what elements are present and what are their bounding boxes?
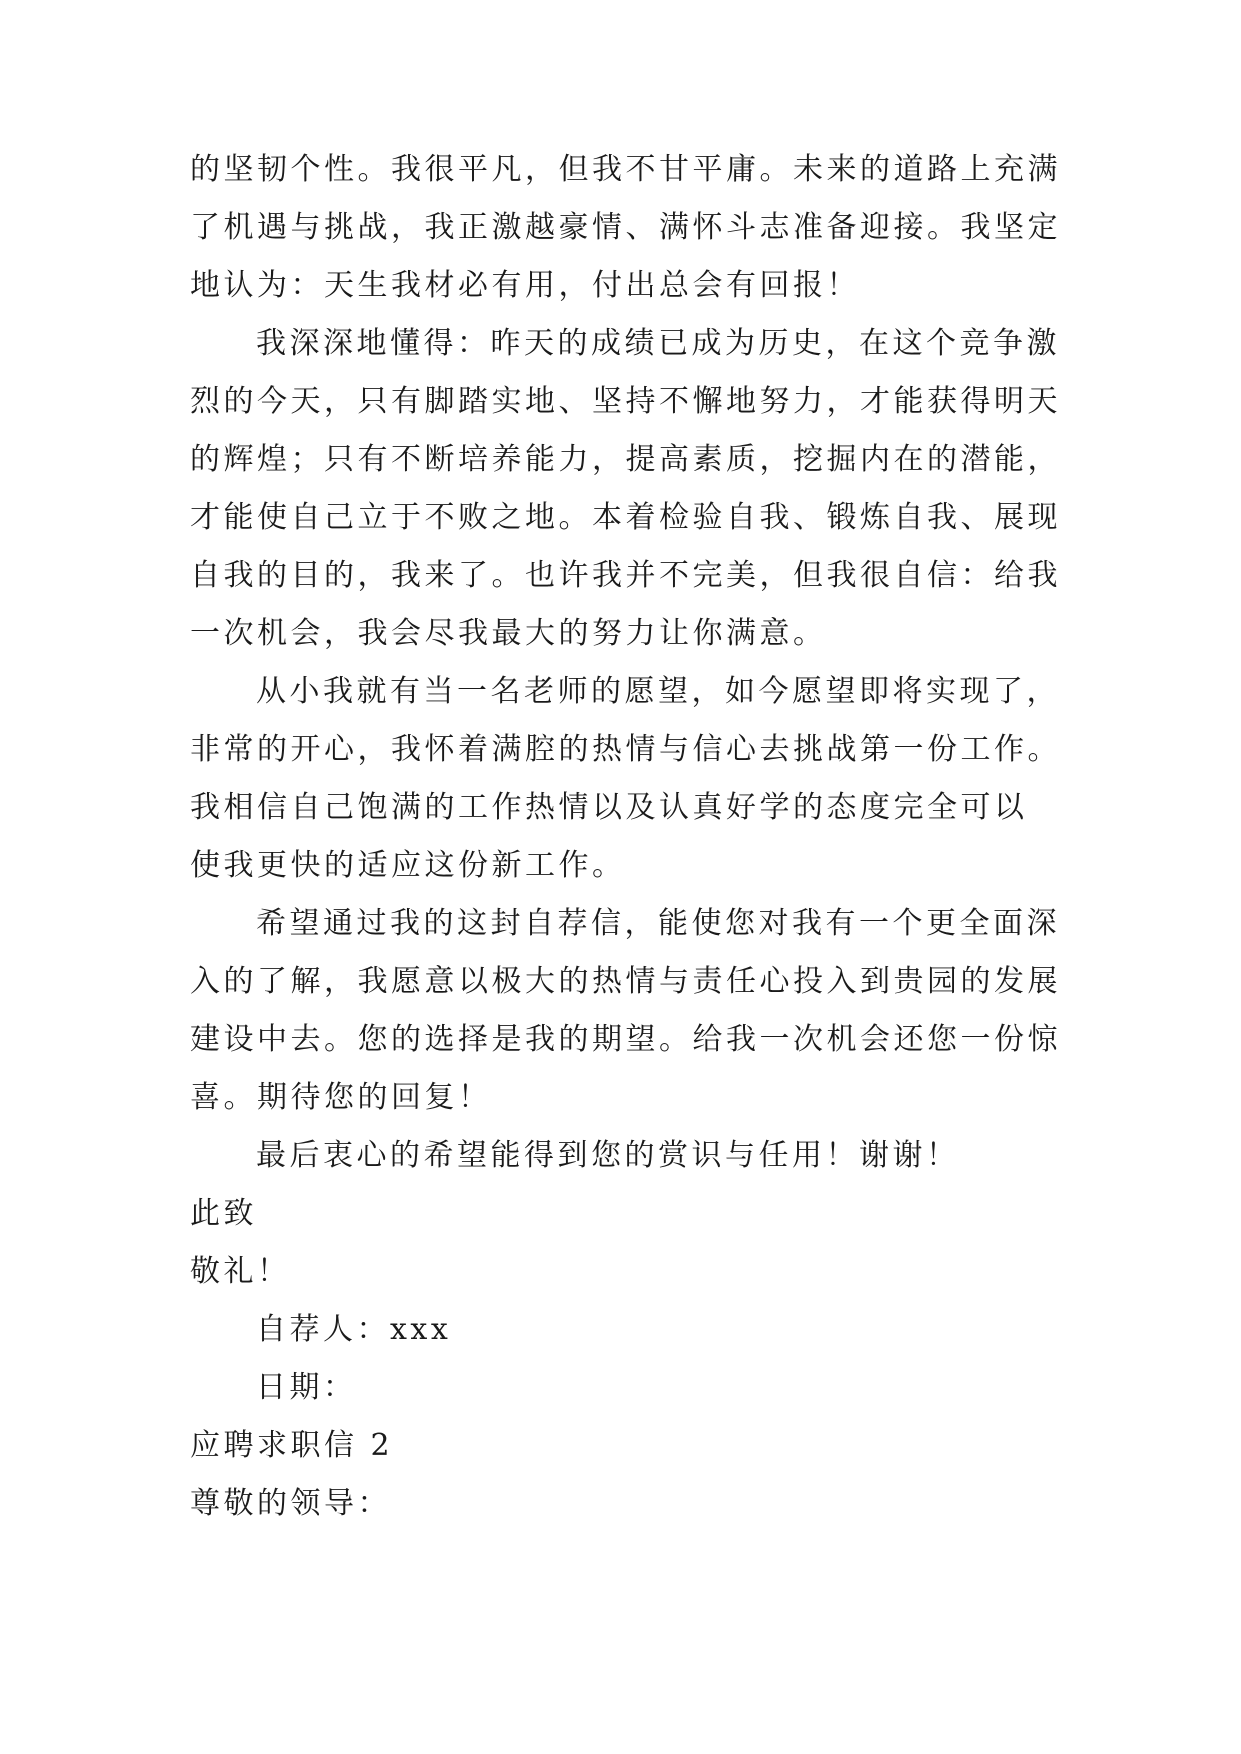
paragraph-line: 从小我就有当一名老师的愿望，如今愿望即将实现了， [256,674,1060,709]
section-title: 应聘求职信 2 [190,1428,394,1463]
paragraph-line: 才能使自己立于不败之地。本着检验自我、锻炼自我、展现 [190,500,1061,535]
paragraph-line: 自我的目的，我来了。也许我并不完美，但我很自信：给我 [190,558,1061,593]
paragraph-line: 建设中去。您的选择是我的期望。给我一次机会还您一份惊 [190,1022,1061,1057]
paragraph-line: 的辉煌；只有不断培养能力，提高素质，挖掘内在的潜能， [190,442,1061,477]
paragraph-line: 使我更快的适应这份新工作。 [190,848,626,883]
date-line: 日期： [256,1370,357,1405]
salutation-closing: 此致 [190,1196,257,1231]
paragraph-line: 希望通过我的这封自荐信，能使您对我有一个更全面深 [256,906,1060,941]
paragraph-line: 非常的开心，我怀着满腔的热情与信心去挑战第一份工作。 [190,732,1061,767]
letter-greeting: 尊敬的领导： [190,1486,391,1521]
paragraph-line: 一次机会，我会尽我最大的努力让你满意。 [190,616,827,651]
closing-thanks: 最后衷心的希望能得到您的赏识与任用！谢谢！ [256,1138,960,1173]
paragraph-line: 我深深地懂得：昨天的成绩已成为历史，在这个竞争激 [256,326,1060,361]
paragraph-line: 入的了解，我愿意以极大的热情与责任心投入到贵园的发展 [190,964,1061,999]
salutation-regards: 敬礼！ [190,1254,291,1289]
paragraph-line: 了机遇与挑战，我正激越豪情、满怀斗志准备迎接。我坚定 [190,210,1061,245]
paragraph-line: 喜。期待您的回复！ [190,1080,492,1115]
signature-line: 自荐人：xxx [256,1312,452,1347]
paragraph-line: 地认为：天生我材必有用，付出总会有回报！ [190,268,860,303]
paragraph-line: 我相信自己饱满的工作热情以及认真好学的态度完全可以 [190,790,1028,825]
paragraph-line: 的坚韧个性。我很平凡，但我不甘平庸。未来的道路上充满 [190,152,1061,187]
paragraph-line: 烈的今天，只有脚踏实地、坚持不懈地努力，才能获得明天 [190,384,1061,419]
